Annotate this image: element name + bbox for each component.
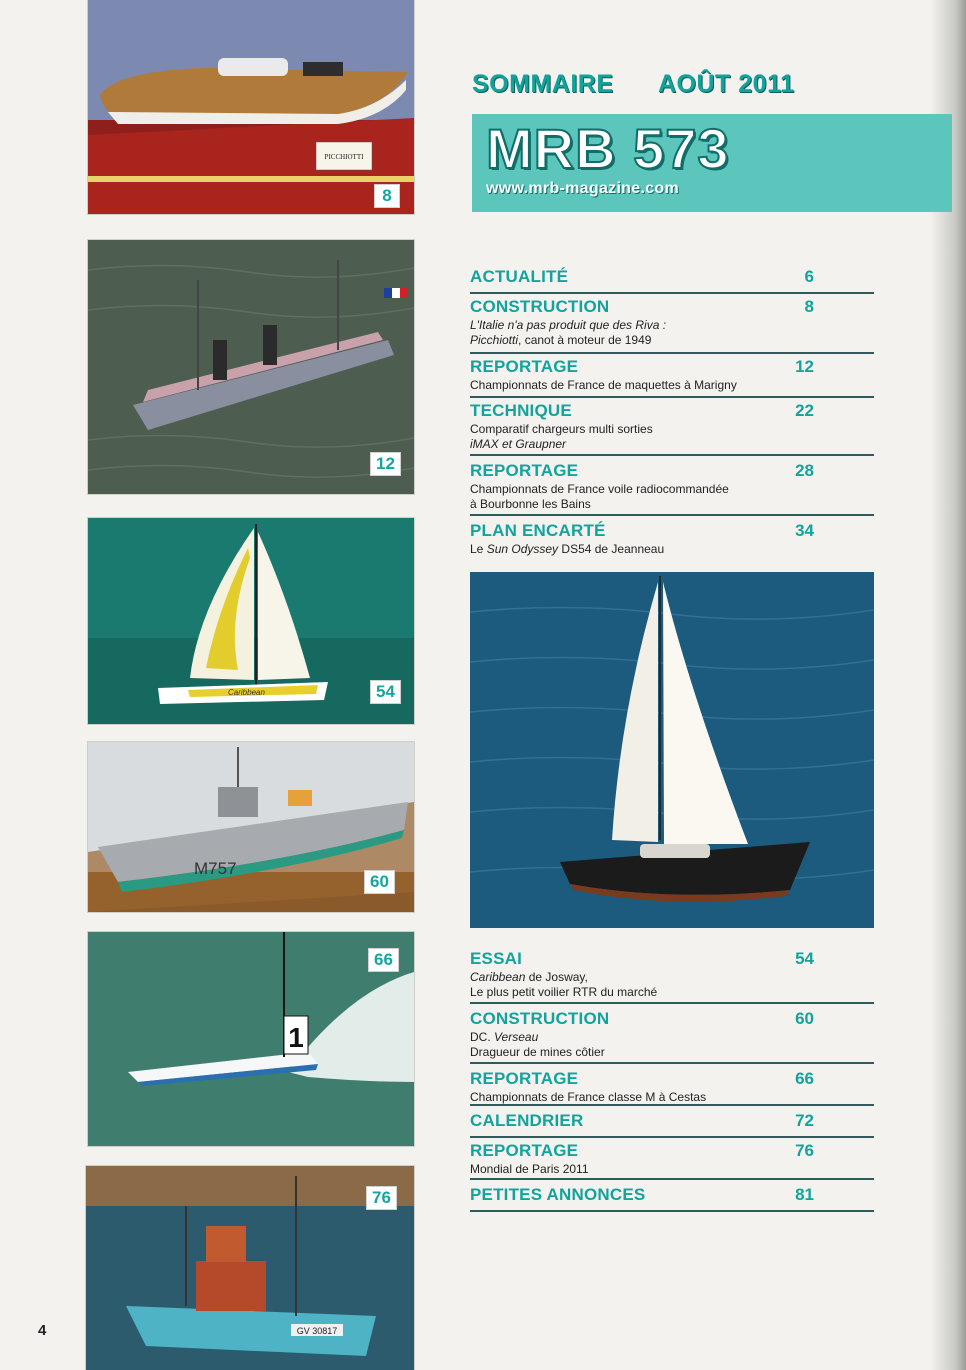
toc-title: REPORTAGE [470,461,579,480]
toc-item-calendrier[interactable] [470,1110,874,1138]
toc-desc [470,1030,874,1045]
toc-desc-italic: Verseau [494,1030,539,1044]
toc-desc [470,333,874,348]
photo-raceboat [88,932,414,1146]
page-badge: 8 [374,184,400,208]
thumbnail-catamaran[interactable] [88,518,414,724]
page-badge: 12 [370,452,401,476]
toc-desc: Dragueur de mines côtier [470,1045,605,1059]
toc-page: 28 [795,461,814,480]
toc-desc-pre: DC. [470,1030,494,1044]
toc-desc-italic: Caribbean [470,970,526,984]
toc-desc [470,542,874,557]
toc-item-reportage-marigny[interactable] [470,356,874,398]
hull-text: M757 [194,859,237,878]
toc-title: PETITES ANNONCES [470,1185,646,1204]
toc-title: REPORTAGE [470,1141,579,1160]
toc-desc: Comparatif chargeurs multi sorties [470,422,653,436]
toc-desc-italic: iMAX et Graupner [470,437,567,451]
toc-desc-post: de Josway, [525,970,588,984]
photo-runabout [88,0,414,214]
photo-trawler [86,1166,414,1370]
thumbnail-warship[interactable] [88,240,414,494]
toc-page: 8 [804,297,814,316]
photo-warship [88,240,414,494]
toc-item-construction-verseau[interactable] [470,1008,874,1064]
hull-text: Caribbean [228,688,265,697]
toc-desc-post: DS54 de Jeanneau [558,542,665,556]
toc-item-reportage-bourbonne[interactable] [470,460,874,516]
page-badge: 54 [370,680,401,704]
toc-title: TECHNIQUE [470,401,572,420]
toc-title: REPORTAGE [470,357,579,376]
toc-item-technique[interactable] [470,400,874,456]
toc-title: REPORTAGE [470,1069,579,1088]
toc-item-reportage-paris[interactable] [470,1140,874,1180]
toc-desc-pre: Le [470,542,487,556]
toc-item-construction-picchiotti[interactable] [470,296,874,354]
toc-item-reportage-cestas[interactable] [470,1068,874,1106]
thumbnail-raceboat[interactable] [88,932,414,1146]
toc-desc: Championnats de France classe M à Cestas [470,1090,707,1104]
toc-page: 12 [795,357,814,376]
page-badge: 60 [364,870,395,894]
toc-desc [470,970,874,985]
toc-item-petites-annonces[interactable] [470,1184,874,1212]
toc-desc: Championnats de France de maquettes à Marigny [470,378,737,392]
magazine-url[interactable]: www.mrb-magazine.com [486,180,679,197]
toc-page: 54 [795,949,814,968]
toc-page: 60 [795,1009,814,1028]
toc-desc-line: L'Italie n'a pas produit que des Riva : [470,318,667,332]
race-number: 1 [288,1022,304,1053]
photo-sailboat [470,572,874,928]
thumbnail-picchiotti[interactable] [88,0,414,214]
toc-desc-rest: , canot à moteur de 1949 [518,333,652,347]
feature-photo-sailboat [470,572,874,928]
toc-item-actualite[interactable] [470,266,874,294]
toc-title: CONSTRUCTION [470,297,610,316]
toc-item-essai[interactable] [470,948,874,1004]
toc-page: 34 [795,521,814,540]
issue-date: AOÛT 2011 [658,70,795,98]
page-badge: 66 [368,948,399,972]
thumbnail-minesweeper[interactable] [88,742,414,912]
plaque-text: PICCHIOTTI [324,153,364,161]
toc-page: 22 [795,401,814,420]
magazine-title: MRB 573 [486,117,730,180]
toc-desc: à Bourbonne les Bains [470,497,591,511]
toc-desc: Championnats de France voile radiocommandée [470,482,729,496]
toc-item-plan-encarte[interactable] [470,520,874,556]
hull-text: GV 30817 [296,1326,338,1336]
toc-desc: Mondial de Paris 2011 [470,1162,589,1176]
thumbnail-trawler[interactable] [86,1166,414,1370]
photo-catamaran [88,518,414,724]
toc-title: ACTUALITÉ [470,267,569,286]
toc-page: 81 [795,1185,814,1204]
toc-desc [470,437,874,452]
toc-title: ESSAI [470,949,523,968]
toc-title: CALENDRIER [470,1111,584,1130]
toc-desc: Le plus petit voilier RTR du marché [470,985,658,999]
toc-desc-italic: Sun Odyssey [486,542,559,556]
toc-title: PLAN ENCARTÉ [470,521,606,540]
toc-page: 66 [795,1069,814,1088]
page-badge: 76 [366,1186,397,1210]
toc-desc-italic: Picchiotti [470,333,519,347]
toc-title: CONSTRUCTION [470,1009,610,1028]
toc-page: 6 [804,267,814,286]
toc-desc [470,318,874,333]
toc-page: 72 [795,1111,814,1130]
toc-page: 76 [795,1141,814,1160]
page-number: 4 [38,1322,47,1339]
section-label: SOMMAIRE [472,70,614,98]
